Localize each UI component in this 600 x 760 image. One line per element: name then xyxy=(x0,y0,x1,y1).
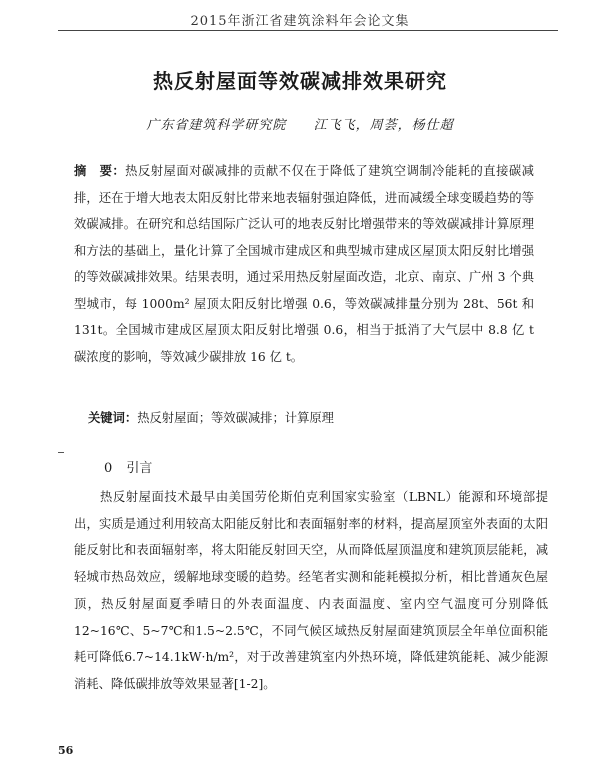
author-names: 江飞飞，周荟，杨仕超 xyxy=(313,118,454,133)
paper-title: 热反射屋面等效碳减排效果研究 xyxy=(153,69,447,93)
body-paragraph: 热反射屋面技术最早由美国劳伦斯伯克利国家实验室（LBNL）能源和环境部提出，实质是通过利用较高太阳能反射比和表面辐射率的材料，提高屋顶室外表面的太阳能反射比和表面辐射率，将太阳能反射回天空，从而降低屋顶温度和建筑顶层能耗，减轻城市热岛效应，缓解地球变暖的趋势。经笔者实测和能耗模拟分析，相比普通灰色屋顶，热反射屋面夏季晴日的外表面温度、内表面温度、室内空气温度可分别降低12~16℃、5~7℃和1.5~2.5℃，不同气候区域热反射屋面建筑顶层全年单位面积能耗可降低6.7~14.1kW·h/m²，对于改善建筑室内外热环境，降低建筑能耗、减少能源消耗、降低碳排放等效果显著[1-2]。 xyxy=(74,490,548,691)
keywords-text: 热反射屋面；等效碳减排；计算原理 xyxy=(137,411,334,425)
keywords-label: 关键词： xyxy=(88,411,138,425)
abstract-label: 摘 要： xyxy=(74,164,126,178)
author-line xyxy=(0,114,600,133)
abstract xyxy=(74,158,534,370)
author-organization: 广东省建筑科学研究院 xyxy=(146,118,287,133)
page-number: 56 xyxy=(58,744,74,757)
section-title: 引言 xyxy=(126,461,153,476)
running-header: 2015年浙江省建筑涂料年会论文集 xyxy=(190,14,410,29)
section-heading xyxy=(104,457,152,476)
abstract-text: 热反射屋面对碳减排的贡献不仅在于降低了建筑空调制冷能耗的直接碳减排，还在于增大地表太阳反射比带来地表辐射强迫降低，进而减缓全球变暖趋势的等效碳减排。在研究和总结国际广泛认可的地表反射比增强带来的等效碳减排计算原理和方法的基础上，量化计算了全国城市建成区和典型城市建成区屋顶太阳反射比增强的等效碳减排效果。结果表明，通过采用热反射屋面改造，北京、南京、广州 3 个典型城市，每 1000m² 屋顶太阳反射比增强 0.6，等效碳减排量分别为 28t、56t 和 131t。全国城市建成区屋顶太阳反射比增强 0.6，相当于抵消了大气层中 8.8 亿 t 碳浓度的影响，等效减少碳排放 16 亿 t。 xyxy=(74,164,534,364)
keywords xyxy=(88,408,528,428)
section-number: 0 xyxy=(104,461,113,476)
margin-dash xyxy=(58,452,64,453)
header-rule xyxy=(58,30,558,31)
